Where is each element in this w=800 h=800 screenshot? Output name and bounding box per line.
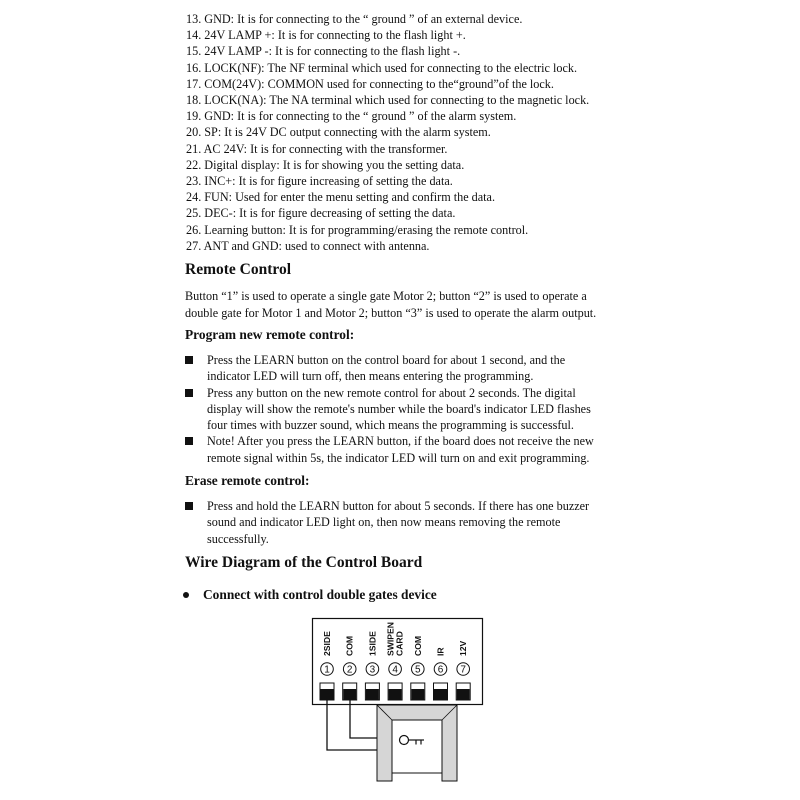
program-new-heading: Program new remote control: bbox=[185, 327, 355, 342]
terminal-number-7: 7 bbox=[460, 664, 466, 676]
terminal-item-16: 16. LOCK(NF): The NF terminal which used for connecting to the electric lock. bbox=[186, 60, 578, 75]
terminal-label-7: 12V bbox=[458, 640, 469, 656]
bullet-line: display will show the remote's number while the board's indicator LED flashes bbox=[207, 401, 591, 416]
bullet-line: Note! After you press the LEARN button, if the board does not receive the new bbox=[207, 434, 594, 449]
terminal-item-22: 22. Digital display: It is for showing you the setting data. bbox=[186, 157, 465, 172]
terminal-number-5: 5 bbox=[415, 664, 421, 676]
terminal-number-2: 2 bbox=[346, 664, 353, 676]
screw-terminal-body bbox=[457, 689, 470, 700]
bullet-line: sound and indicator LED light on, then now means removing the remote bbox=[207, 515, 561, 530]
wire-diagram-heading: Wire Diagram of the Control Board bbox=[185, 554, 423, 571]
terminal-item-14: 14. 24V LAMP +: It is for connecting to the flash light +. bbox=[186, 28, 466, 43]
terminal-number-6: 6 bbox=[437, 664, 444, 676]
screw-terminal-body bbox=[389, 689, 402, 700]
bullet-line: successfully. bbox=[207, 531, 269, 546]
remote-control-heading: Remote Control bbox=[185, 261, 292, 278]
terminal-item-17: 17. COM(24V): COMMON used for connecting to the“ground”of the lock. bbox=[186, 76, 554, 91]
terminal-item-25: 25. DEC-: It is for figure decreasing of setting the data. bbox=[186, 206, 456, 221]
screw-terminal-body bbox=[321, 689, 334, 700]
subheading-text: Connect with control double gates device bbox=[203, 587, 437, 602]
terminal-item-20: 20. SP: It is 24V DC output connecting with the alarm system. bbox=[186, 125, 491, 140]
terminal-number-3: 3 bbox=[369, 664, 376, 676]
terminal-item-19: 19. GND: It is for connecting to the “ ground ” of the alarm system. bbox=[186, 109, 517, 124]
terminal-item-27: 27. ANT and GND: used to connect with antenna. bbox=[186, 238, 430, 253]
screw-terminal-body bbox=[343, 689, 356, 700]
key-switch-face bbox=[392, 720, 442, 773]
terminal-label-2: COM bbox=[344, 635, 355, 656]
remote-control-line-2: double gate for Motor 1 and Motor 2; button “3” is used to operate the alarm output. bbox=[185, 305, 597, 320]
terminal-label-1: 2SIDE bbox=[322, 631, 332, 656]
terminal-item-26: 26. Learning button: It is for programming/erasing the remote control. bbox=[186, 222, 529, 237]
screw-terminal-body bbox=[411, 689, 424, 700]
terminal-item-13: 13. GND: It is for connecting to the “ ground ” of an external device. bbox=[186, 12, 523, 26]
terminal-item-15: 15. 24V LAMP -: It is for connecting to the flash light -. bbox=[186, 44, 461, 59]
terminal-item-23: 23. INC+: It is for figure increasing of setting the data. bbox=[186, 174, 453, 189]
terminal-item-24: 24. FUN: Used for enter the menu setting and confirm the data. bbox=[186, 190, 496, 205]
bullet-line: four times with buzzer sound, which means the programming is successful. bbox=[207, 418, 574, 433]
terminal-number-1: 1 bbox=[324, 664, 330, 676]
bullet-line: indicator LED will turn off, then means entering the programming. bbox=[207, 369, 534, 384]
screw-terminal-body bbox=[366, 689, 379, 700]
terminal-number-4: 4 bbox=[392, 664, 398, 676]
screw-terminal-body bbox=[434, 689, 447, 700]
terminal-label-5: COM bbox=[412, 635, 423, 656]
terminal-item-21: 21. AC 24V: It is for connecting with the transformer. bbox=[186, 141, 448, 156]
terminal-item-18: 18. LOCK(NA): The NA terminal which used for connecting to the magnetic lock. bbox=[186, 93, 590, 108]
terminal-label-4: CARD bbox=[394, 631, 405, 656]
remote-control-line-1: Button “1” is used to operate a single gate Motor 2; button “2” is used to operate a bbox=[185, 289, 587, 303]
bullet-line: remote signal within 5s, the indicator LED will turn on and exit programming. bbox=[207, 450, 590, 465]
bullet-line: Press and hold the LEARN button for about 5 seconds. If there has one buzzer bbox=[207, 499, 590, 513]
terminal-label-6: IR bbox=[435, 647, 446, 656]
terminal-label-3: 1SIDE bbox=[367, 631, 378, 656]
bullet-line: Press the LEARN button on the control board for about 1 second, and the bbox=[207, 353, 566, 367]
erase-heading: Erase remote control: bbox=[185, 473, 310, 488]
bullet-line: Press any button on the new remote control for about 2 seconds. The digital bbox=[207, 385, 576, 400]
terminal-label-4: SWIPEN bbox=[385, 622, 396, 656]
